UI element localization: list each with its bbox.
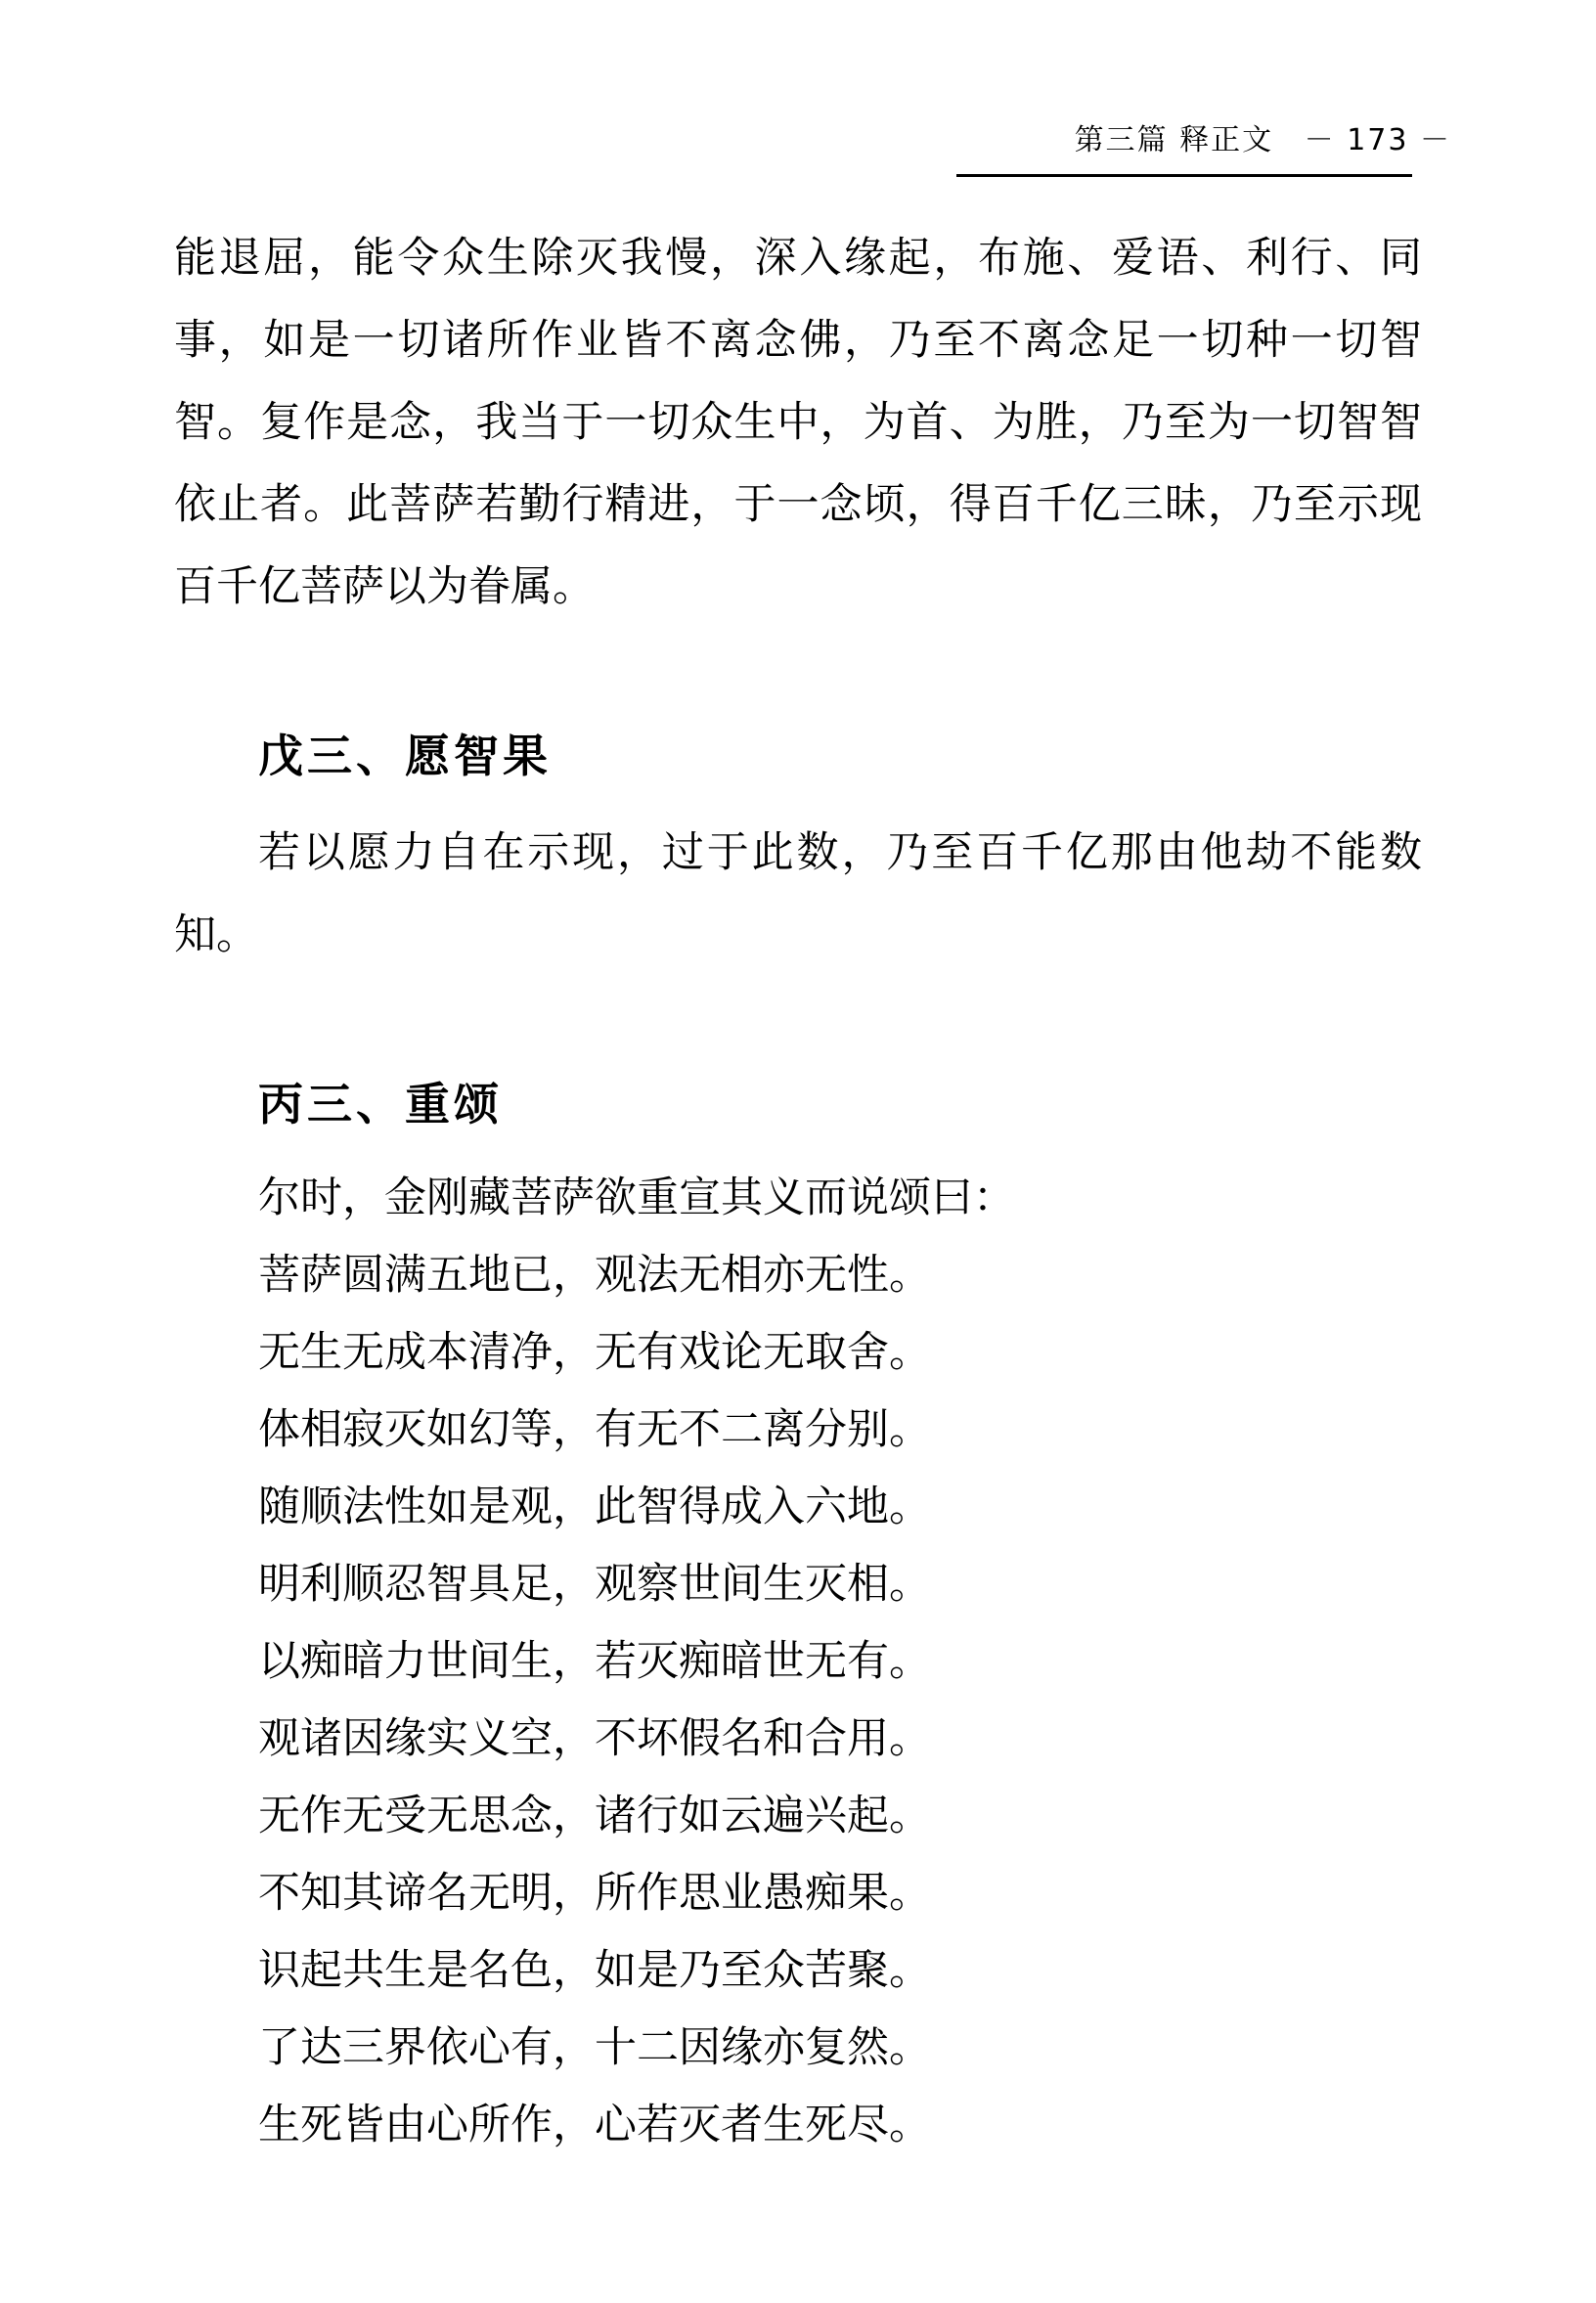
verse-line: 生死皆由心所作，心若灭者生死尽。 [258,2101,931,2149]
paragraph-body-1: 能退屈，能令众生除灭我慢，深入缘起，布施、爱语、利行、同事，如是一切诸所作业皆不离念佛，乃至不离念足一切种一切智智。复作是念，我当于一切众生中，为首、为胜，乃至为一切智智依止者。此菩萨若勤行精进，于一念顷，得百千亿三昧，乃至示现百千亿菩萨以为眷属。 [174,234,1422,611]
heading-bing-san: 丙三、重颂 [258,1078,503,1130]
page-content [174,217,1422,2164]
verse-intro-line: 尔时，金刚藏菩萨欲重宣其义而说颂曰： [258,1174,1015,1222]
header-section-title: 第三篇 释正文 [1074,123,1274,157]
spacer [174,794,1422,812]
verse-line: 不知其谛名无明，所作思业愚痴果。 [258,1869,931,1918]
spacer [174,1142,1422,1160]
verse-line: 体相寂灭如幻等，有无不二离分别。 [258,1405,931,1454]
page-header [0,115,1596,158]
verse-line: 了达三界依心有，十二因缘亦复然。 [258,2023,931,2072]
spacer [174,976,1422,1066]
heading-wuqi-san: 戊三、愿智果 [258,730,552,782]
verse-line: 观诸因缘实义空，不坏假名和合用。 [258,1714,931,1763]
verse-line: 随顺法性如是观，此智得成入六地。 [258,1483,931,1531]
verse-line: 无生无成本清净，无有戏论无取舍。 [258,1328,931,1377]
verse-line: 以痴暗力世间生，若灭痴暗世无有。 [258,1637,931,1686]
spacer [174,628,1422,718]
verse-line: 明利顺忍智具足，观察世间生灭相。 [258,1560,931,1609]
verse-line: 识起共生是名色，如是乃至众苦聚。 [258,1946,931,1995]
header-page-number: － 173 － [1304,123,1451,157]
verse-line: 无作无受无思念，诸行如云遍兴起。 [258,1792,931,1840]
header-text [1075,115,1451,158]
header-divider [956,174,1412,177]
verse-line: 菩萨圆满五地已，观法无相亦无性。 [258,1251,931,1300]
paragraph-body-2: 若以愿力自在示现，过于此数，乃至百千亿那由他劫不能数知。 [174,828,1422,959]
